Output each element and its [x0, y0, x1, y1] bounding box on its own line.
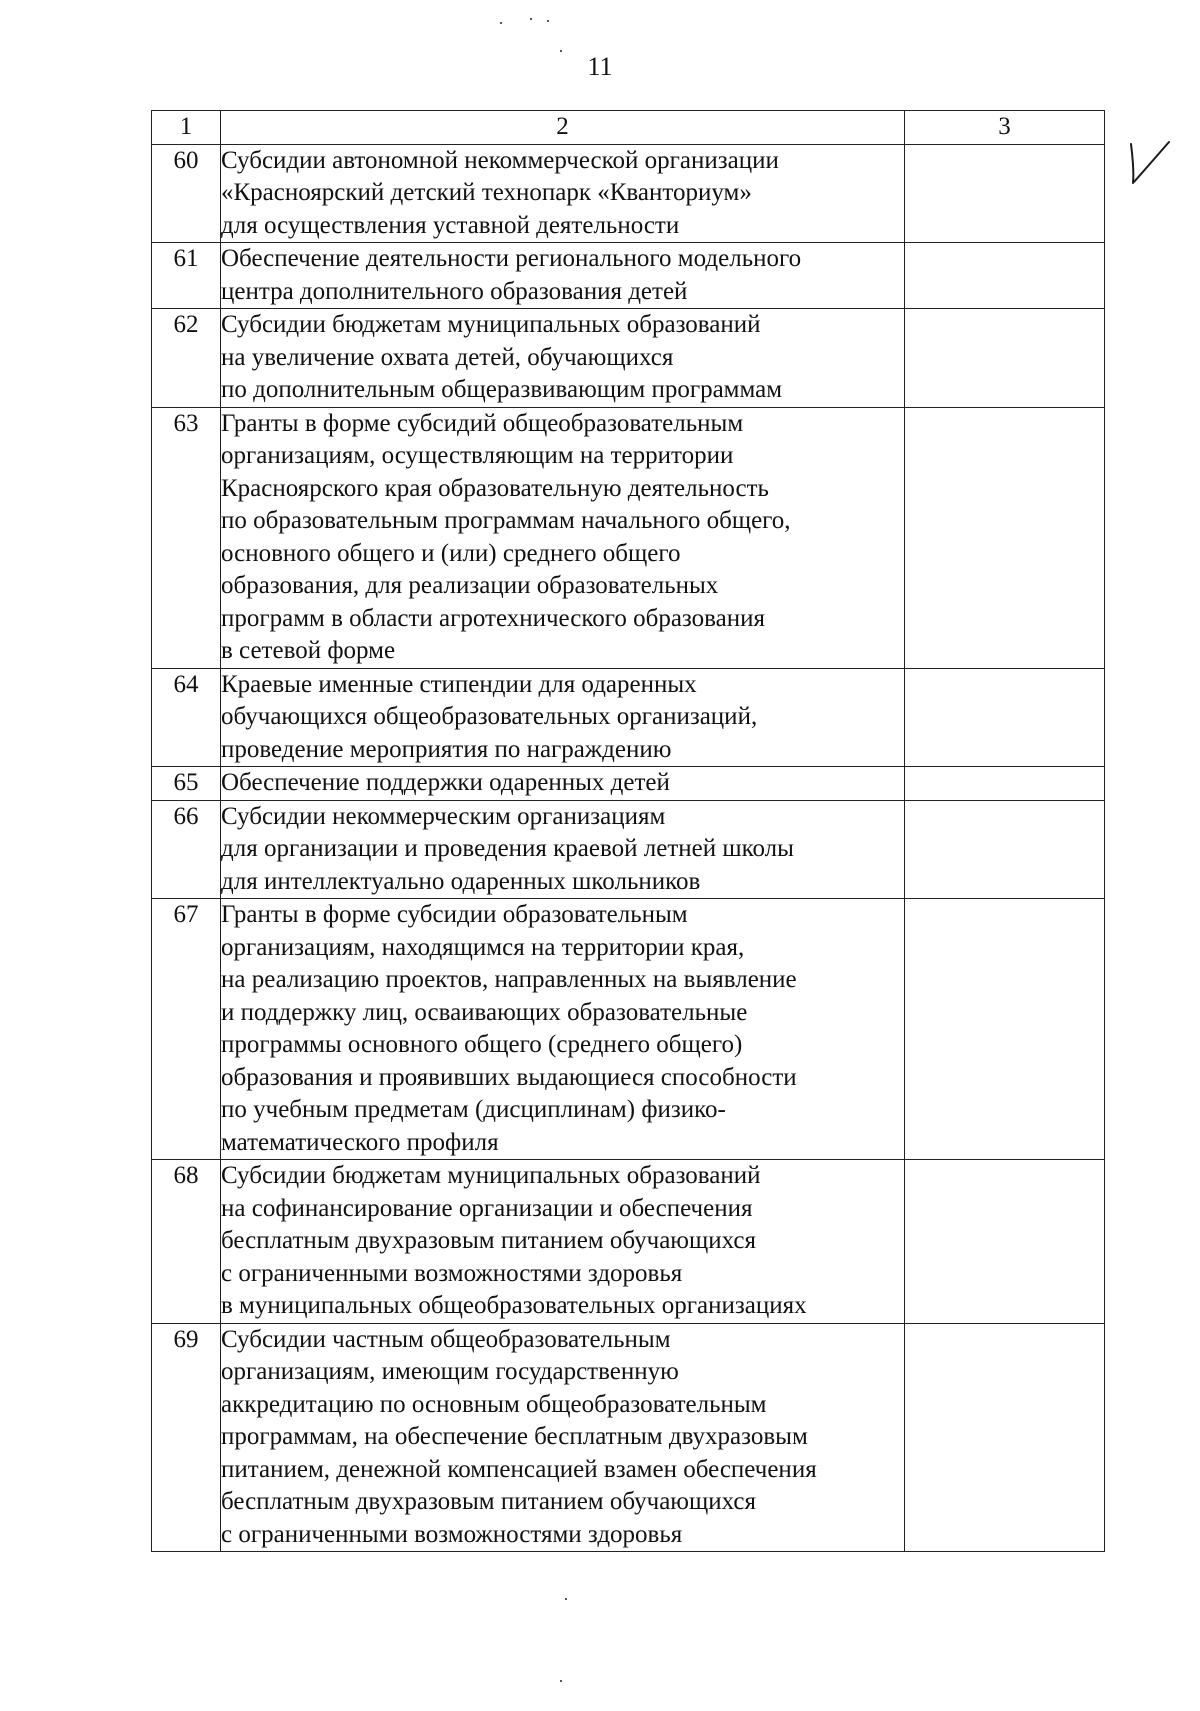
- row-description: [221, 243, 905, 309]
- row-description: [221, 767, 905, 801]
- row-column-3-cell: [905, 899, 1105, 1160]
- row-number: 67: [152, 899, 221, 1160]
- description-line: бесплатным двухразовым питанием обучающихся: [221, 1227, 756, 1254]
- row-number: 60: [152, 144, 221, 243]
- row-description: [221, 1323, 905, 1552]
- table-header-row: [152, 111, 1105, 145]
- description-line: организациям, находящимся на территории края,: [221, 933, 745, 961]
- description-line: Гранты в форме субсидий общеобразовательным: [221, 409, 744, 437]
- table-row: [152, 1323, 1105, 1552]
- scan-speck: [560, 50, 562, 52]
- description-line: Субсидии бюджетам муниципальных образований: [221, 1162, 761, 1189]
- table-row: [152, 144, 1105, 243]
- row-column-3-cell: [905, 243, 1105, 309]
- table-row: [152, 767, 1105, 801]
- description-line: центра дополнительного образования детей: [221, 277, 688, 305]
- scan-speck: [560, 1680, 562, 1682]
- description-line: организациям, имеющим государственную: [221, 1358, 679, 1385]
- handwritten-check-mark: [1125, 140, 1175, 190]
- description-line: образования и проявивших выдающиеся способности: [221, 1063, 797, 1091]
- description-line: обучающихся общеобразовательных организаций,: [221, 703, 758, 730]
- description-line: на софинансирование организации и обеспечения: [221, 1194, 753, 1222]
- table-row: [152, 800, 1105, 899]
- table-row: [152, 1160, 1105, 1324]
- document-table: [151, 110, 1105, 1552]
- row-description: [221, 309, 905, 408]
- row-description: [221, 407, 905, 668]
- description-line: с ограниченными возможностями здоровья: [221, 1520, 683, 1548]
- description-line: программ в области агротехнического образования: [221, 604, 765, 632]
- description-line: Субсидии бюджетам муниципальных образований: [221, 311, 761, 338]
- row-column-3-cell: [905, 668, 1105, 767]
- column-header-1: 1: [152, 111, 221, 145]
- table-row: [152, 899, 1105, 1160]
- row-description: [221, 1160, 905, 1324]
- row-column-3-cell: [905, 309, 1105, 408]
- table-row: [152, 668, 1105, 767]
- description-line: Красноярского края образовательную деятельность: [221, 474, 769, 502]
- row-column-3-cell: [905, 1160, 1105, 1324]
- row-column-3-cell: [905, 144, 1105, 243]
- description-line: для осуществления уставной деятельности: [221, 211, 680, 239]
- description-line: основного общего и (или) среднего общего: [221, 539, 681, 567]
- description-line: по образовательным программам начального общего,: [221, 507, 791, 534]
- table-row: [152, 309, 1105, 408]
- description-line: на увеличение охвата детей, обучающихся: [221, 343, 674, 371]
- description-line: на реализацию проектов, направленных на выявление: [221, 966, 797, 993]
- description-line: по дополнительным общеразвивающим программам: [221, 376, 783, 403]
- description-line: проведение мероприятия по награждению: [221, 735, 672, 763]
- column-header-3: 3: [905, 111, 1105, 145]
- row-column-3-cell: [905, 800, 1105, 899]
- table-row: [152, 407, 1105, 668]
- description-line: образования, для реализации образовательных: [221, 572, 719, 599]
- row-number: 62: [152, 309, 221, 408]
- description-line: Обеспечение поддержки одаренных детей: [221, 769, 670, 796]
- page-number: 11: [587, 52, 613, 81]
- scan-speck: [547, 20, 549, 22]
- description-line: для интеллектуально одаренных школьников: [221, 867, 701, 895]
- row-column-3-cell: [905, 1323, 1105, 1552]
- description-line: программам, на обеспечение бесплатным двухразовым: [221, 1423, 808, 1450]
- description-line: Обеспечение деятельности регионального модельного: [221, 245, 802, 272]
- description-line: математического профиля: [221, 1128, 499, 1156]
- description-line: Краевые именные стипендии для одаренных: [221, 670, 697, 698]
- description-line: в муниципальных общеобразовательных организациях: [221, 1292, 807, 1319]
- description-line: «Красноярский детский технопарк «Кванториум»: [221, 179, 752, 206]
- description-line: по учебным предметам (дисциплинам) физико-: [221, 1096, 726, 1123]
- row-number: 69: [152, 1323, 221, 1552]
- row-column-3-cell: [905, 767, 1105, 801]
- description-line: и поддержку лиц, осваивающих образовательные: [221, 998, 748, 1026]
- row-number: 64: [152, 668, 221, 767]
- description-line: питанием, денежной компенсацией взамен обеспечения: [221, 1455, 817, 1483]
- description-line: программы основного общего (среднего общего): [221, 1031, 743, 1058]
- scan-speck: [565, 1598, 567, 1600]
- description-line: организациям, осуществляющим на территории: [221, 442, 734, 469]
- table-row: [152, 243, 1105, 309]
- description-line: аккредитацию по основным общеобразовательным: [221, 1390, 767, 1418]
- row-number: 61: [152, 243, 221, 309]
- description-line: для организации и проведения краевой летней школы: [221, 835, 794, 862]
- row-description: [221, 800, 905, 899]
- row-description: [221, 144, 905, 243]
- row-description: [221, 668, 905, 767]
- column-header-2: 2: [221, 111, 905, 145]
- row-number: 66: [152, 800, 221, 899]
- row-number: 65: [152, 767, 221, 801]
- description-line: Субсидии автономной некоммерческой организации: [221, 146, 779, 174]
- scan-speck: [530, 18, 532, 20]
- description-line: Субсидии частным общеобразовательным: [221, 1325, 671, 1353]
- description-line: бесплатным двухразовым питанием обучающихся: [221, 1488, 756, 1515]
- description-line: в сетевой форме: [221, 637, 396, 664]
- row-number: 63: [152, 407, 221, 668]
- description-line: Гранты в форме субсидии образовательным: [221, 901, 688, 928]
- description-line: Субсидии некоммерческим организациям: [221, 802, 666, 830]
- row-description: [221, 899, 905, 1160]
- scan-speck: [500, 22, 502, 24]
- row-number: 68: [152, 1160, 221, 1324]
- row-column-3-cell: [905, 407, 1105, 668]
- description-line: с ограниченными возможностями здоровья: [221, 1259, 683, 1287]
